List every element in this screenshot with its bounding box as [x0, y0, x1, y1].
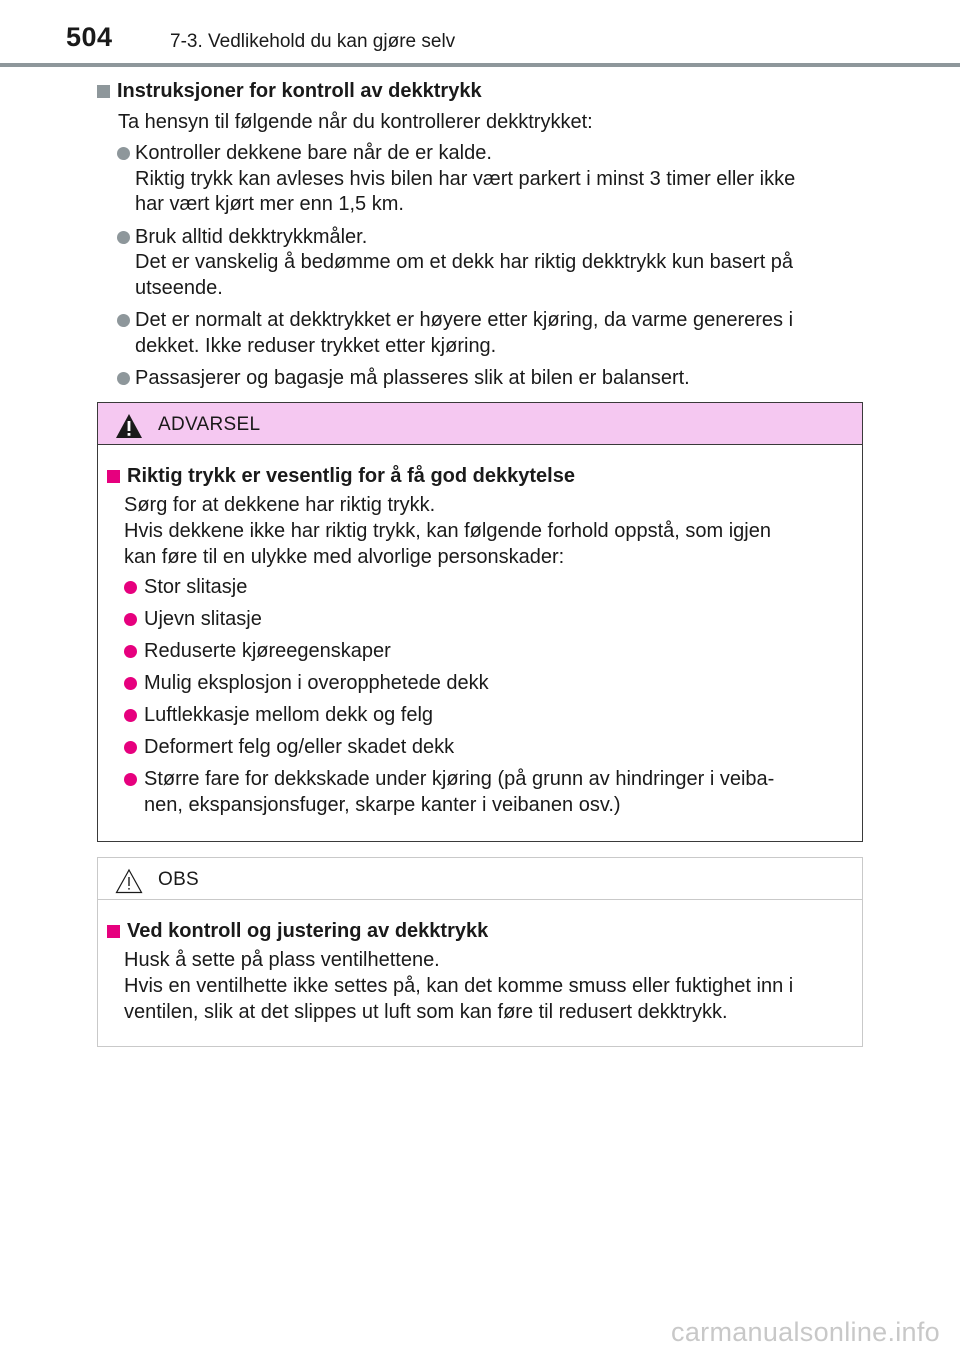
round-bullet-icon — [124, 773, 137, 786]
list-item — [107, 607, 852, 633]
section-heading — [97, 78, 863, 104]
list-item-line: Større fare for dekkskade under kjøring (på grunn av hindringer i veiba- — [144, 768, 775, 790]
paragraph-line: Hvis dekkene ikke har riktig trykk, kan følgende forhold oppstå, som igjen — [124, 520, 771, 542]
round-bullet-icon — [124, 613, 137, 626]
list-item — [107, 639, 852, 665]
list-item-line: Reduserte kjøreegenskaper — [144, 640, 391, 662]
warning-box-title: ADVARSEL — [158, 414, 261, 435]
paragraph-line: Hvis en ventilhette ikke settes på, kan det komme smuss eller fuktighet inn i — [124, 975, 794, 997]
list-item-line: Passasjerer og bagasje må plasseres slik at bilen er balansert. — [135, 367, 690, 389]
square-bullet-icon — [107, 470, 120, 483]
square-bullet-icon — [97, 85, 110, 98]
warning-bullet-list — [107, 575, 852, 818]
header-divider — [0, 63, 960, 67]
paragraph-line: ventilen, slik at det slippes ut luft som kan føre til redusert dekktrykk. — [124, 1001, 728, 1023]
list-item-line: Det er vanskelig å bedømme om et dekk har riktig dekktrykk kun basert på — [135, 251, 794, 273]
list-item — [97, 366, 863, 392]
list-item — [107, 703, 852, 729]
section-intro: Ta hensyn til følgende når du kontrollerer dekktrykket: — [118, 111, 593, 133]
section-heading-text: Instruksjoner for kontroll av dekktrykk — [117, 80, 482, 102]
warning-box-body — [98, 445, 852, 818]
round-bullet-icon — [117, 147, 130, 160]
notice-box — [97, 857, 863, 1047]
round-bullet-icon — [124, 741, 137, 754]
round-bullet-icon — [124, 709, 137, 722]
warning-triangle-filled-icon — [115, 413, 143, 439]
square-bullet-icon — [107, 925, 120, 938]
list-item — [107, 735, 852, 761]
list-item — [97, 141, 863, 218]
chapter-title: 7-3. Vedlikehold du kan gjøre selv — [170, 31, 456, 52]
round-bullet-icon — [124, 581, 137, 594]
round-bullet-icon — [117, 372, 130, 385]
list-item — [107, 767, 852, 818]
warning-box — [97, 402, 863, 842]
list-item-line: Mulig eksplosjon i overopphetede dekk — [144, 672, 489, 694]
page-header — [0, 0, 960, 66]
list-item-line: nen, ekspansjonsfuger, skarpe kanter i veibanen osv.) — [144, 793, 621, 816]
page-number: 504 — [66, 22, 113, 52]
caution-triangle-outline-icon — [115, 868, 143, 894]
list-item — [107, 575, 852, 601]
list-item — [97, 308, 863, 359]
list-item-line: Bruk alltid dekktrykkmåler. — [135, 225, 368, 248]
paragraph-line: Husk å sette på plass ventilhettene. — [124, 949, 440, 971]
list-item-line: Ujevn slitasje — [144, 608, 262, 630]
notice-heading-text: Ved kontroll og justering av dekktrykk — [127, 920, 489, 942]
list-item-line: Luftlekkasje mellom dekk og felg — [144, 704, 434, 726]
warning-paragraph — [124, 492, 852, 570]
list-item — [107, 671, 852, 697]
round-bullet-icon — [124, 677, 137, 690]
notice-heading — [107, 918, 852, 944]
list-item-line: Kontroller dekkene bare når de er kalde. — [135, 142, 492, 164]
list-item-line: Riktig trykk kan avleses hvis bilen har vært parkert i minst 3 timer eller ikke — [135, 167, 796, 190]
warning-heading — [107, 463, 852, 489]
list-item — [97, 225, 863, 302]
notice-paragraph — [124, 947, 852, 1025]
warning-box-header — [98, 403, 862, 445]
round-bullet-icon — [117, 231, 130, 244]
list-item-line: dekket. Ikke reduser trykket etter kjøring. — [135, 334, 497, 357]
list-item-line: Deformert felg og/eller skadet dekk — [144, 736, 455, 758]
round-bullet-icon — [117, 314, 130, 327]
paragraph-line: Sørg for at dekkene har riktig trykk. — [124, 494, 436, 516]
list-item-line: Stor slitasje — [144, 576, 248, 598]
round-bullet-icon — [124, 645, 137, 658]
warning-heading-text: Riktig trykk er vesentlig for å få god dekkytelse — [127, 465, 575, 487]
list-item-line: utseende. — [135, 276, 223, 299]
paragraph-line: kan føre til en ulykke med alvorlige personskader: — [124, 546, 565, 568]
tire-pressure-instructions-section — [97, 78, 863, 399]
watermark: carmanualsonline.info — [671, 1317, 940, 1347]
notice-box-header — [98, 858, 862, 900]
notice-box-body — [98, 900, 852, 1025]
list-item-line: Det er normalt at dekktrykket er høyere etter kjøring, da varme genereres i — [135, 309, 794, 331]
notice-box-title: OBS — [158, 869, 200, 890]
section-bullet-list — [97, 141, 863, 392]
list-item-line: har vært kjørt mer enn 1,5 km. — [135, 193, 404, 215]
